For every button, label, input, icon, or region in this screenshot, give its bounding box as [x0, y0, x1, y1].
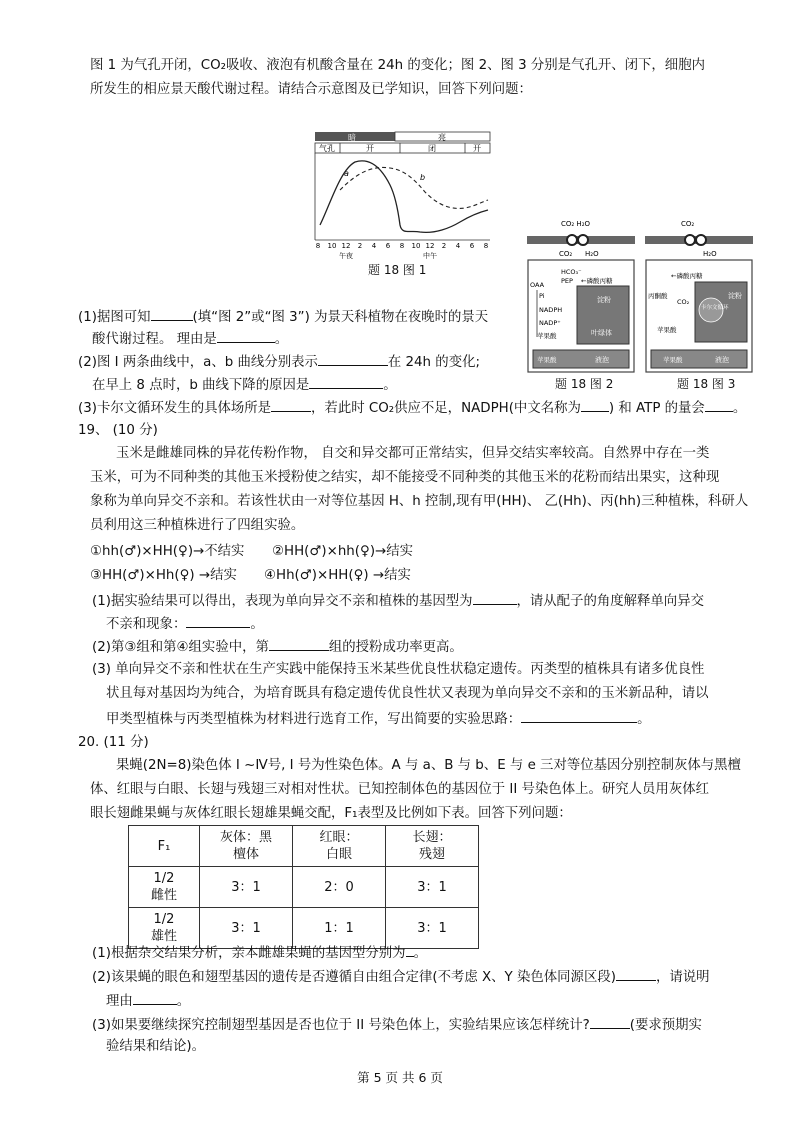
q19-1-line-2 [106, 613, 264, 635]
answer-blank[interactable] [217, 328, 275, 343]
tick-12: 6 [469, 242, 475, 250]
q18-2-line-2 [92, 374, 397, 396]
q19-experiment-2: ②HH(♂)×hh(♀)→结实 [272, 544, 414, 559]
tick-2: 10 [327, 242, 337, 250]
midnight-label: 午夜 [339, 252, 353, 260]
table-cell: 1：1 [293, 908, 386, 949]
figure-3-caption: 题 18 图 3 [677, 377, 736, 391]
q18-2-line-1 [78, 351, 480, 373]
period: 。 [413, 946, 427, 961]
fig2-co2-label: CO₂ [559, 250, 573, 258]
fig3-pyruvate-label: 丙酮酸 [648, 292, 668, 300]
q19-2-text-2: 组的授粉成功率更高。 [328, 640, 463, 655]
q19-2-text: (2)第③组和第④组实验中，第 [92, 640, 269, 655]
answer-blank[interactable] [271, 397, 311, 412]
fig2-nadph-label: NADPH [539, 306, 563, 314]
period: 。 [383, 378, 397, 393]
q19-2-line [92, 636, 463, 658]
q20-1-line [92, 942, 427, 964]
fig3-triose-label: ←磷酸丙糖 [671, 272, 703, 280]
answer-blank[interactable] [705, 397, 733, 412]
answer-blank[interactable] [406, 942, 414, 957]
q18-1-prefix: (1)据图可知 [78, 310, 151, 325]
table-row [129, 867, 479, 908]
q20-para-3: 眼长翅雌果蝇与灰体红眼长翅雄果蝇交配，F₁表型及比例如下表。回答下列问题： [90, 806, 572, 821]
fig2-vacuole-label: 液泡 [595, 356, 609, 364]
q19-para-4: 员利用这三种植株进行了四组实验。 [90, 518, 305, 533]
q18-3-prefix: (3)卡尔文循环发生的具体场所是 [78, 401, 272, 416]
answer-blank[interactable] [318, 351, 388, 366]
fig3-h2o-label: H₂O [703, 250, 717, 258]
figure-1-caption: 题 18 图 1 [368, 263, 427, 277]
tick-3: 12 [341, 242, 351, 250]
period: 。 [637, 712, 651, 727]
noon-label: 中午 [423, 252, 437, 260]
q20-3-text: (3)如果要继续探究控制翅型基因是否也位于 II 号染色体上，实验结果应该怎样统计? [92, 1018, 590, 1033]
q19-para-2: 玉米，可为不同种类的其他玉米授粉使之结实，却不能接受不同种类的其他玉米的花粉而结出果实，这种现 [90, 470, 720, 485]
q19-1-text-3: 不亲和现象： [106, 617, 187, 632]
q19-para-3: 象称为单向异交不亲和。若该性状由一对等位基因 H、h 控制,现有甲(HH)、 乙(Hh)、丙(hh)三种植株，科研人 [90, 494, 749, 509]
q20-3-text-2: (要求预期实 [629, 1018, 702, 1033]
stoma-open-2: 开 [473, 144, 481, 153]
q18-1-line-1 [78, 306, 488, 328]
q20-heading: 20. (11 分) [78, 735, 149, 750]
answer-blank[interactable] [521, 708, 637, 723]
q18-2-prefix: (2)图 I 两条曲线中，a、b 曲线分别表示 [78, 355, 318, 370]
answer-blank[interactable] [151, 306, 193, 321]
f1-results-table [128, 825, 479, 949]
period: 。 [250, 617, 264, 632]
fig2-pi-label: Pi [539, 292, 545, 300]
tick-5: 4 [371, 242, 377, 250]
fig2-malic2-label: 苹果酸 [537, 356, 557, 364]
figure-2-caption: 题 18 图 2 [555, 377, 614, 391]
header-line: 残翅 [418, 847, 445, 862]
fig3-vacuole-label: 液泡 [715, 356, 729, 364]
row-label-line: 1/2 [153, 912, 175, 927]
q20-2-line-2 [106, 990, 190, 1012]
q20-2-line-1 [92, 966, 710, 988]
curve-b-label: b [420, 173, 426, 182]
header-line: 长翅： [412, 830, 452, 845]
table-cell: 3：1 [200, 908, 293, 949]
curve-b-line [340, 167, 488, 208]
bar-dark-label: 暗 [348, 133, 356, 142]
tick-8: 10 [411, 242, 421, 250]
table-cell: 2：0 [293, 867, 386, 908]
fig2-hco3-label: HCO₃⁻ [561, 268, 582, 276]
row-label-line: 雄性 [150, 929, 177, 944]
tick-4: 2 [357, 242, 363, 250]
q18-1-reason: 酸代谢过程。 理由是 [92, 332, 217, 347]
fig3-malic-label: 苹果酸 [657, 326, 677, 334]
header-line: 檀体 [232, 847, 259, 862]
fig2-enzyme-label: ←磷酸丙糖 [581, 277, 613, 285]
q19-3-line-2: 状且每对基因均为纯合，为培育既具有稳定遗传优良性状又表现为单向异交不亲和的玉米新品种，请以 [106, 686, 709, 701]
page-footer: 第 5 页 共 6 页 [357, 1070, 443, 1085]
q20-2-text-2: ，请说明 [655, 970, 710, 985]
q18-3-text: ，若此时 CO₂供应不足，NADPH(中文名称为 [311, 401, 581, 416]
row-label-line: 1/2 [153, 871, 175, 886]
fig3-co2b-label: CO₂ [677, 298, 690, 306]
period: 。 [732, 401, 747, 416]
q19-3-line-1: (3) 单向异交不亲和性状在生产实践中能保持玉米某些优良性状稳定遗传。丙类型的植株具有诸多优良性 [92, 662, 705, 677]
answer-blank[interactable] [473, 590, 517, 605]
answer-blank[interactable] [581, 397, 609, 412]
answer-blank[interactable] [590, 1014, 630, 1029]
q19-1-text-2: ，请从配子的角度解释单向异交 [516, 594, 704, 609]
q20-1-text: (1)根据杂交结果分析，亲本雌雄果蝇的基因型分别为 [92, 946, 406, 961]
tick-1: 8 [315, 242, 321, 250]
intro-line-1: 图 1 为气孔开闭，CO₂吸收、液泡有机酸含量在 24h 的变化；图 2、图 3 分别是气孔开、闭下，细胞内 [90, 58, 705, 73]
stoma-open-1: 开 [366, 144, 374, 153]
stoma-label: 气孔 [319, 144, 335, 153]
fig2-pep-label: PEP [561, 277, 573, 285]
table-header-body-color [200, 826, 293, 867]
q19-para-1: 玉米是雌雄同株的异花传粉作物， 自交和异交都可正常结实，但异交结实率较高。自然界中存在一类 [116, 446, 710, 461]
q18-3-text-2: ) 和 ATP 的量会 [608, 401, 705, 416]
fig2-malic-label: 苹果酸 [537, 332, 557, 340]
q18-3-line [78, 397, 746, 419]
period: 。 [176, 994, 191, 1009]
answer-blank[interactable] [133, 990, 177, 1005]
fig2-starch-label: 淀粉 [597, 296, 611, 304]
fig2-h2o-label: H₂O [585, 250, 599, 258]
table-header-row [129, 826, 479, 867]
table-cell: 3：1 [200, 867, 293, 908]
fig2-chloroplast-label: 叶绿体 [591, 329, 612, 337]
table-header-f1: F₁ [129, 826, 200, 867]
period: 。 [274, 332, 289, 347]
tick-7: 8 [399, 242, 405, 250]
figure-1-graph [310, 130, 495, 280]
row-label-female [129, 867, 200, 908]
tick-13: 8 [483, 242, 489, 250]
answer-blank[interactable] [186, 613, 250, 628]
q20-2-text: (2)该果蝇的眼色和翅型基因的遗传是否遵循自由组合定律(不考虑 X、Y 染色体同源区段) [92, 970, 616, 985]
header-line: 红眼： [319, 830, 359, 845]
answer-blank[interactable] [616, 966, 656, 981]
fig2-co2h2o-label: CO₂ H₂O [561, 220, 591, 228]
q20-para-2: 体、红眼与白眼、长翅与残翅三对相对性状。已知控制体色的基因位于 II 号染色体上。研究人员用灰体红 [90, 782, 709, 797]
fig3-calvin-label: 卡尔文循环 [701, 305, 729, 311]
q18-1-line-2 [92, 328, 288, 350]
q19-experiment-3: ③HH(♂)×Hh(♀) →结实 [90, 568, 237, 583]
q18-2-text: 在 24h 的变化; [387, 355, 480, 370]
q19-heading: 19、 (10 分) [78, 423, 158, 438]
table-header-wing-type [386, 826, 479, 867]
tick-6: 6 [385, 242, 391, 250]
q19-experiment-4: ④Hh(♂)×HH(♀) →结实 [264, 568, 411, 583]
table-cell: 3：1 [386, 908, 479, 949]
fig3-malic2-label: 苹果酸 [663, 356, 683, 364]
header-line: 白眼 [325, 847, 352, 862]
q18-2-reason: 在早上 8 点时，b 曲线下降的原因是 [92, 378, 310, 393]
q20-3-line-1 [92, 1014, 702, 1036]
fig3-co2-label: CO₂ [681, 220, 695, 228]
stoma-closed: 闭 [428, 144, 436, 153]
figure-2-diagram [525, 212, 640, 382]
tick-9: 12 [425, 242, 435, 250]
figure-3-diagram [643, 212, 758, 382]
bar-light-label: 亮 [438, 133, 446, 142]
q19-experiment-1: ①hh(♂)×HH(♀)→不结实 [90, 544, 245, 559]
q19-1-line-1 [92, 590, 704, 612]
curve-a-label: a [344, 169, 349, 178]
intro-line-2: 所发生的相应景天酸代谢过程。请结合示意图及已学知识，回答下列问题： [90, 82, 532, 97]
q19-3-text: 甲类型植株与丙类型植株为材料进行选育工作，写出简要的实验思路： [106, 712, 522, 727]
fig3-starch-label: 淀粉 [728, 292, 742, 300]
answer-blank[interactable] [269, 636, 329, 651]
q20-para-1: 果蝇(2N=8)染色体 I ~Ⅳ号, I 号为性染色体。A 与 a、B 与 b、E 与 e 三对等位基因分别控制灰体与黑檀 [116, 758, 741, 773]
fig2-oaa-label: OAA [530, 281, 545, 289]
answer-blank[interactable] [309, 374, 383, 389]
q20-2-text-3: 理由 [106, 994, 133, 1009]
q20-3-line-2: 验结果和结论)。 [106, 1039, 205, 1054]
q19-1-text: (1)据实验结果可以得出，表现为单向异交不亲和植株的基因型为 [92, 594, 473, 609]
q19-3-line-3 [106, 708, 651, 730]
fig2-nadp-label: NADP⁺ [539, 319, 561, 327]
q18-1-text: (填“图 2”或“图 3”) 为景天科植物在夜晚时的景天 [192, 310, 489, 325]
header-line: 灰体：黑 [219, 830, 272, 845]
tick-11: 4 [455, 242, 461, 250]
table-cell: 3：1 [386, 867, 479, 908]
row-label-line: 雌性 [150, 888, 177, 903]
tick-10: 2 [441, 242, 447, 250]
table-header-eye-color [293, 826, 386, 867]
